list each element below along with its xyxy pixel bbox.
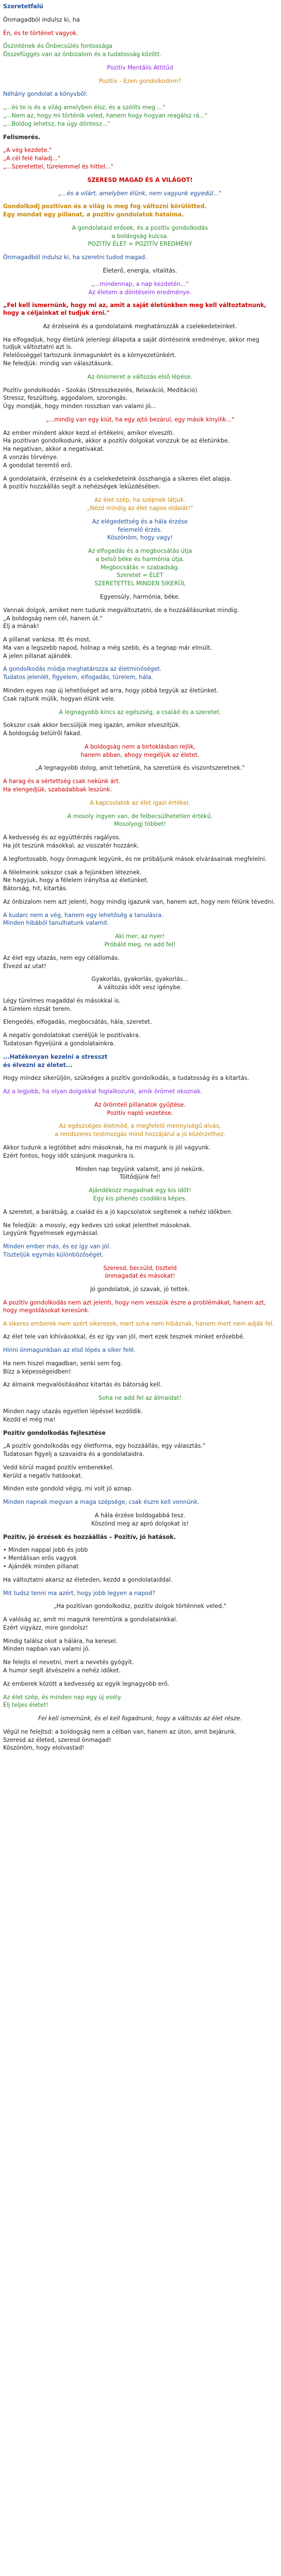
text-line: Egyensúly, harmónia, béke. [100,593,180,600]
text-line: Bízz a képességeidben! [3,1368,71,1375]
text-line: „A vég kezdete." [3,147,52,154]
text-line: Kezdd el még ma! [3,1416,56,1423]
text-line: Minden este gondold végig, mi volt jó aznap. [3,1485,133,1493]
text-line: Köszönöm, hogy vagy! [107,534,173,541]
text-block [3,1019,277,1026]
text-block [3,687,277,703]
text-block [3,1222,277,1238]
text-block [3,1381,277,1389]
text-line: Jó gondolatok, jó szavak, jó tettek. [90,1286,190,1293]
text-line: Mindig találsz okot a hálára, ha keresel. [3,1637,118,1645]
text-line: Soha ne add fel az álmaidat! [98,1395,182,1402]
text-line: „...mindennap, a nap kezdetén..." [91,280,189,287]
text-line: SZERESD MAGAD ÉS A VILÁGOT! [87,176,193,183]
text-block [3,743,277,759]
text-block [3,1333,277,1341]
text-line: Hogy mindez sikerüljön, szükséges a pozitív gondolkodás, a tudatosság és a kitartás. [3,1075,250,1082]
text-block [3,78,277,86]
text-line: A kudarc nem a vég, hanem egy lehetőség a tanulásra. [3,911,163,919]
text-block [3,336,277,368]
text-block [3,30,277,38]
text-block [3,594,277,601]
text-line: Az élet egy utazás, nem egy célállomás. [3,954,120,961]
text-line: önmagadat és másokat! [105,1273,175,1280]
text-line: Szeretetfalú [3,3,43,10]
text-line: Vedd körül magad pozitív emberekkel. [3,1464,114,1471]
text-line: A sikeres emberek nem azért sikeresek, mert soha nem hibáznak, hanem mert nem adják fel. [3,1320,274,1327]
text-line: A gondolkodás módja meghatározza az életminőséget. [3,666,162,673]
text-line: Élj a mának! [3,623,39,630]
text-line: Szeresd az életed, szeresd önmagad! [3,1736,111,1743]
text-block [3,104,277,128]
text-line: Az egészséges életmód, a megfelelő mennyiségű alvás, [59,1123,221,1130]
text-line: „A legnagyobb dolog, amit tehetünk, ha szeretünk és viszontszeretnek." [35,765,245,772]
text-line: Végül ne felejtsd: a boldogság nem a célban van, hanem az úton, amit bejárunk. [3,1728,237,1735]
text-block [3,254,277,262]
text-line: A türelem rózsát terem. [3,1005,72,1012]
text-line: Ezért vigyázz, mire gondolsz! [3,1624,88,1631]
text-block [3,1360,277,1376]
text-block [3,1299,277,1315]
text-line: A boldogság nem a birtoklásban rejlik, [84,743,195,750]
text-block [3,912,277,928]
text-block [3,1320,277,1328]
text-line: A kapcsolatok az élet igazi értékei. [90,799,190,806]
text-block [3,1243,277,1259]
text-block [3,430,277,470]
text-line: A vonzás törvénye. [3,454,59,461]
text-line: „Nézd mindig az élet napos oldalát!" [87,504,193,512]
text-line: Az önismeret a változás első lépése. [87,373,193,380]
text-line: „...és te is és a világ amelyben élsz, és a szólíts meg ..." [3,104,166,111]
text-line: Ne hagyjuk, hogy a félelem irányítsa az életünket. [3,877,148,884]
text-line: Ha nem hiszel magadban, senki sem fog. [3,1360,123,1367]
text-block [3,177,277,184]
text-line: • Mentálisan erős vagyok [3,1555,77,1562]
text-line: Az a legjobb, ha olyan dolgokkal foglalkozunk, amik örömet okoznak. [3,1088,203,1095]
text-block [3,323,277,331]
text-line: Minden napnak megvan a maga szépsége, csak észre kell vennünk. [3,1499,200,1506]
text-block [3,1088,277,1096]
text-line: A mosoly ingyen van, de felbecsülhetetlen értékű. [67,812,213,820]
text-line: Az elfogadás és a megbocsátás útja [88,548,192,555]
text-line: Felismerés. [3,133,41,141]
text-line: Ezért fontos, hogy időt szánjunk magunkra is. [3,1152,136,1159]
text-block [3,1265,277,1281]
text-block [3,497,277,513]
text-block [3,1534,277,1541]
text-block [3,64,277,72]
text-line: Az örömteli pillanatok gyűjtése. [94,1101,186,1108]
text-line: • Minden nappal jobb és jobb [3,1547,88,1554]
text-line: Legyünk figyelmesek egymással. [3,1230,99,1237]
text-line: Aki mer, az nyer! [115,933,165,940]
text-line: Töltődjünk fel! [119,1174,161,1181]
text-block [3,800,277,807]
text-line: A kedvesség és az együttérzés ragályos. [3,834,121,841]
text-line: Minden nagy utazás egyetlen lépéssel kezdődik. [3,1408,143,1415]
text-block [3,203,277,219]
text-line: Pozitív napló vezetése. [107,1109,173,1116]
text-block [3,43,277,59]
text-line: Élvezd az utat! [3,962,46,970]
text-line: Őszintének és Önbecsülés fontossága [3,43,113,50]
text-block [3,1395,277,1402]
text-line: hanem abban, ahogy megéljük az életet. [80,751,200,758]
text-line: felemelő érzés. [118,526,162,533]
text-block [3,16,277,24]
text-line: Gondolkodj pozitívan és a világ is meg fog változni körülötted. [3,203,207,210]
text-block [3,709,277,717]
text-line: Egy mondat egy pillanat, a pozitív gondolatok hatalma. [3,211,184,218]
text-line: A pozitív gondolkodás nem azt jelenti, hogy nem vesszük észre a problémákat, hanem azt, hogy megoldásokat keresünk. [3,1299,266,1314]
text-block [3,548,277,588]
text-line: Bátorság, hit, kitartás. [3,885,68,892]
text-line: A legnagyobb kincs az egészség, a család és a szeretet. [59,708,221,716]
text-line: Szeresd, becsüld, tiszteld [103,1264,177,1272]
text-block [3,607,277,631]
text-block [3,1032,277,1048]
text-block [3,1464,277,1480]
text-line: „...Boldog lehetsz, ha úgy döntesz..." [3,120,110,127]
text-block [3,1638,277,1654]
text-line: A változás időt vesz igénybe. [97,984,183,991]
text-line: Kerüld a negatív hatásokat. [3,1472,83,1479]
text-block [3,147,277,171]
text-line: A félelmeink sokszor csak a fejünkben léteznek. [3,869,142,876]
text-block [3,1485,277,1493]
text-line: Életerő, energia, vitalitás. [103,267,177,274]
text-line: A gondolataink, érzéseink és a cselekedeteink összhangja a sikeres élet alapja. [3,475,232,482]
text-block [3,1499,277,1506]
text-line: A gondolataid erősek, és a pozitív gondolkodás [72,224,208,231]
text-line: SZERETETTEL MINDEN SIKERÜL [94,580,186,587]
text-block [3,1547,277,1570]
text-line: Pozitív - Ezen gondolkodom? [98,77,181,84]
text-line: Összefüggés van az önbizalom és a tudatosság között. [3,51,161,58]
text-line: Az élet szép, és minden nap egy új esély. [3,1693,122,1701]
text-line: Vannak dolgok, amiket nem tudunk megváltoztatni, de a hozzáállásunkat mindig. [3,606,239,614]
text-block [3,387,277,411]
text-line: „A pozitív gondolkodás egy életforma, egy hozzáállás, egy választás." [3,1443,206,1450]
text-line: Az emberek között a kedvesség az egyik legnagyobb erő. [3,1680,170,1687]
text-line: „...mindig van egy kiút, ha egy ajtó bezárul, egy másik kinyílik..." [45,416,235,423]
text-line: „Fel kell ismernünk, hogy mi az, amit a saját életünkben meg kell változtatnunk, hogy a céljainkat el tudjuk érni." [3,302,267,317]
text-line: Önmagadból indulsz ki, ha szeretni tudod magad. [3,254,147,261]
text-block [3,190,277,198]
text-line: Ma van a legszebb napod, holnap a még szebb, és a tegnap már elmúlt. [3,644,212,651]
text-line: Gyakorlás, gyakorlás, gyakorlás... [91,976,189,983]
text-block [3,1209,277,1216]
text-block [3,1694,277,1710]
text-line: Az ember mindent akkor kezd el értékelni, amikor elveszíti. [3,429,175,436]
text-block [3,1512,277,1528]
text-line: Köszönd meg az apró dolgokat is! [91,1520,189,1527]
text-line: a belső béke és harmónia útja. [95,555,185,563]
text-line: Minden nap tegyünk valamit, ami jó nekünk. [75,1165,205,1173]
text-line: Úgy mondják, hogy minden rosszban van valami jó... [3,403,156,410]
text-line: Ha pozitívan gondolkodunk, akkor a pozitív dolgokat vonzzuk be az életünkbe. [3,437,230,445]
text-line: A legfontosabb, hogy önmagunk legyünk, és ne próbáljunk mások elvárásainak megfelelni. [3,855,267,862]
text-line: „A boldogság nem cél, hanem út." [3,615,103,622]
text-line: Sokszor csak akkor becsüljük meg igazán, amikor elveszítjük. [3,722,181,729]
text-line: Ne feledjük: a mosoly, egy kedves szó sokat jelenthet másoknak. [3,1222,192,1229]
text-block [3,1443,277,1459]
text-block [3,1286,277,1294]
text-block [3,302,277,317]
text-block [3,1430,277,1437]
text-block [3,91,277,98]
text-block [3,1603,277,1611]
text-block [3,778,277,794]
text-block [3,1075,277,1082]
text-block [3,3,277,11]
text-line: Ha elengedjük, szabadabbak leszünk. [3,786,112,793]
text-line: Önmagadból indulsz ki, ha [3,16,80,23]
text-line: Minden hibából tanulhatunk valamit. [3,920,109,927]
text-block [3,476,277,492]
text-line: Ne feledjük: mindig van választásunk. [3,360,113,367]
text-line: A gondolat teremtő erő. [3,462,73,469]
text-line: A valóság az, amit mi magunk teremtünk a gondolatainkkal. [3,1616,178,1623]
text-block [3,1728,277,1752]
text-line: Pozitív gondolkodás - Szokás (Stresszkezelés, Relaxáció, Meditáció) [3,386,197,394]
text-block [3,933,277,949]
text-line: Fel kell ismernünk, és el kell fogadnunk, hogy a változás az élet része. [38,1715,242,1722]
text-block [3,1101,277,1117]
text-block [3,955,277,971]
text-block [3,518,277,542]
text-block [3,1144,277,1160]
text-line: Akkor tudunk a legtöbbet adni másoknak, ha mi magunk is jól vagyunk. [3,1144,211,1151]
text-line: és élvezni az életet... [3,1061,73,1069]
text-line: Ha elfogadjuk, hogy életünk jelenlegi állapota a saját döntéseink eredménye, akkor meg tudjuk változtatni azt is. [3,336,259,351]
text-line: A humor segít átvészelni a nehéz időket. [3,1667,121,1674]
text-line: Légy türelmes magaddal és másokkal is. [3,997,121,1004]
text-line: Ha változtatni akarsz az életeden, kezdd a gondolataiddal. [3,1576,173,1583]
text-line: Hinni önmagunkban az első lépés a siker felé. [3,1347,136,1354]
text-line: Ha jót teszünk másokkal, az visszatér hozzánk. [3,842,139,849]
text-line: Tiszteljük egymás különbözőségét. [3,1251,104,1258]
text-line: A jelen pillanat ajándék. [3,652,73,659]
text-line: Köszönöm, hogy elolvastad! [3,1744,85,1752]
text-line: A hála érzése boldogabbá tesz. [94,1512,186,1519]
text-block [3,869,277,893]
text-line: Az élet szép, ha szépnek látjuk. [94,497,186,504]
text-line: Szeretet = ÉLET [117,572,163,579]
text-block [3,416,277,424]
text-line: Az élet tele van kihívásokkal, és ez így van jól, mert ezek tesznek minket erősebbé. [3,1333,245,1341]
text-line: Tudatos jelenlét, figyelem, elfogadás, türelem, hála. [3,674,153,681]
text-block [3,813,277,829]
text-line: Pozitív Mentális Attitűd [107,64,173,71]
text-line: a rendszeres testmozgás mind hozzájárul a jó közérzethez. [55,1131,225,1138]
text-block [3,899,277,906]
text-line: Élj teljes életet! [3,1702,48,1709]
text-line: Az elégedettség és a hála érzése [92,518,188,525]
text-block [3,834,277,850]
text-line: „...Nem az, hogy mi történik veled, hanem hogy hogyan reagálsz rá..." [3,112,208,120]
text-block [3,1659,277,1675]
text-line: Néhány gondolat a könyvből: [3,91,88,98]
text-line: a boldogság kulcsa. [111,232,169,240]
text-line: Pozitív gondolkodás fejlesztése [3,1429,106,1436]
text-line: Az érzéseink és a gondolataink meghatározzák a cselekedeteinket. [43,323,237,330]
text-line: Mit tudsz tenni ma azért, hogy jobb legyen a napod? [3,1589,156,1597]
text-line: „A cél felé haladj..." [3,155,61,162]
text-line: Ha negatívan, akkor a negatívakat. [3,446,105,453]
text-line: Felelősséggel tartozunk önmagunkért és a környezetünkért. [3,352,177,359]
text-line: A negatív gondolatokat cseréljük le pozitívakra. [3,1032,141,1039]
text-line: Próbáld meg, ne add fel! [104,941,176,948]
text-line: A szeretet, a barátság, a család és a jó kapcsolatok segítenek a nehéz időkben. [3,1208,233,1215]
text-block [3,976,277,992]
text-line: • Ajándék minden pillanat [3,1563,79,1570]
text-block [3,1681,277,1688]
text-line: POZITÍV ÉLET = POZITÍV EREDMÉNY [88,241,192,248]
text-line: Tudatosan figyeljünk a gondolatainkra. [3,1040,115,1047]
text-line: A harag és a sértettség csak nekünk árt. [3,778,121,785]
text-block [3,1408,277,1424]
text-line: „Ha pozitívan gondolkodsz, pozitív dolgok történnek veled." [54,1603,226,1610]
text-line: Elengedés, elfogadás, megbocsátás, hála, szeretet. [3,1019,152,1026]
text-block [3,636,277,660]
text-block [3,765,277,772]
text-line: Tudatosan figyelj a szavaidra és a gondolataidra. [3,1451,144,1458]
text-line: „...Szeretettel, türelemmel és hittel..." [3,163,113,170]
text-block [3,1715,277,1723]
text-block [3,1187,277,1203]
text-block [3,997,277,1013]
text-block [3,267,277,275]
text-block [3,1166,277,1182]
text-block [3,666,277,682]
text-block [3,1616,277,1632]
text-line: Megbocsátás = szabadság. [101,564,179,571]
text-line: Én, és te történet vagyok. [3,29,78,37]
text-line: Ne felejts el nevetni, mert a nevetés gyógyít. [3,1659,134,1666]
text-block [3,225,277,248]
text-block [3,281,277,297]
text-line: Mosolyogj többet! [114,821,166,828]
text-line: Minden ember más, és ez így van jól. [3,1243,111,1250]
text-block [3,722,277,738]
text-block [3,1347,277,1354]
text-line: Az álmaink megvalósításához kitartás és bátorság kell. [3,1381,162,1388]
text-block [3,1590,277,1598]
text-line: Minden egyes nap új lehetőséget ad arra, hogy jobbá tegyük az életünket. [3,687,219,694]
text-line: ...Hatékonyan kezelni a stresszt [3,1053,108,1060]
text-line: A pillanat varázsa. Itt és most. [3,636,91,643]
text-line: Stressz, feszültség, aggodalom, szorongás. [3,395,128,402]
text-block [3,134,277,142]
text-line: „...és a vilárt, amelyben élünk, nem vagyunk egyedül..." [58,190,222,197]
text-block [3,1577,277,1584]
text-block [3,856,277,863]
text-block [3,374,277,381]
text-block [3,1054,277,1070]
text-line: Minden napban van valami jó. [3,1646,90,1653]
text-line: Az önbizalom nem azt jelenti, hogy mindig igazunk van, hanem azt, hogy nem félünk tévedni. [3,898,275,905]
text-block [3,1123,277,1139]
text-line: Ajándékozz magadnak egy kis időt! [89,1187,191,1194]
text-line: Az életem a döntéseim eredménye. [88,289,192,296]
text-line: A pozitív hozzáállás segít a nehézségek leküzdésében. [3,483,161,490]
text-line: Csak rajtunk múlik, hogyan élünk vele. [3,695,115,702]
text-line: A boldogság belülről fakad. [3,730,82,737]
text-line: Pozitív, jó érzések és hozzáállás – Pozitív, jó hatások. [3,1533,176,1540]
text-line: Egy kis pihenés csodákra képes. [93,1195,187,1202]
